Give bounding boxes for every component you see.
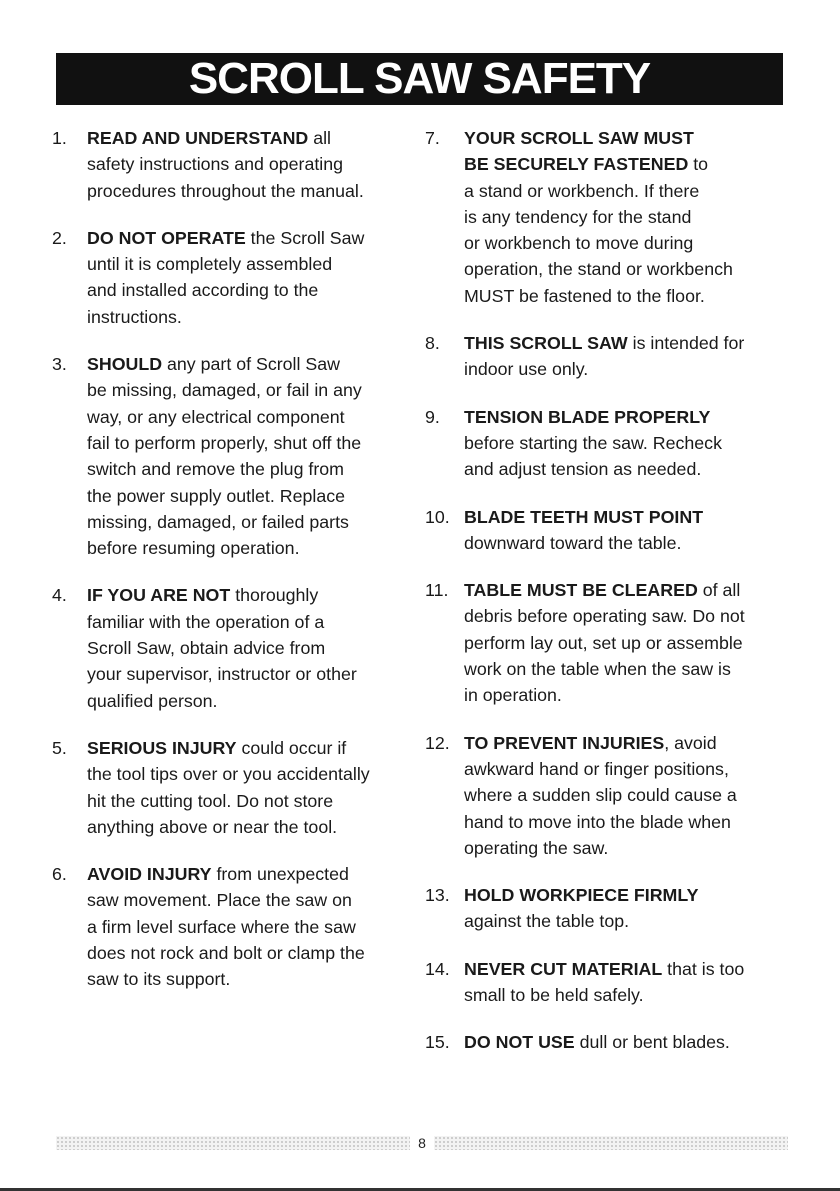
- item-body-line: to: [688, 154, 709, 175]
- item-body-line: Scroll Saw, obtain advice from: [87, 638, 326, 659]
- list-item: [425, 956, 795, 1009]
- item-lead: SERIOUS INJURY: [87, 737, 237, 758]
- item-body-line: that is too: [662, 958, 745, 979]
- item-body-line: familiar with the operation of a: [87, 611, 325, 632]
- item-text: [87, 735, 422, 840]
- list-item: [52, 351, 422, 561]
- item-number: 9.: [425, 406, 440, 427]
- item-number: 5.: [52, 737, 67, 758]
- item-lead: THIS SCROLL SAW: [464, 333, 628, 354]
- item-lead: BLADE TEETH MUST POINT: [464, 506, 704, 527]
- right-column: [425, 125, 795, 1056]
- item-body-line: small to be held safely.: [464, 985, 644, 1006]
- item-body-line: of all: [697, 580, 741, 601]
- item-body-line: before resuming operation.: [87, 538, 300, 559]
- item-text: [464, 404, 795, 483]
- list-item: [425, 882, 795, 935]
- list-item: [52, 582, 422, 713]
- item-number: 14.: [425, 958, 450, 979]
- footer-dot-rule-left: [56, 1136, 410, 1150]
- item-body-line: and adjust tension as needed.: [464, 459, 702, 480]
- item-body-line: missing, damaged, or failed parts: [87, 511, 349, 532]
- item-text: [464, 504, 795, 557]
- item-body-line: or workbench to move during: [464, 233, 694, 254]
- item-text: [464, 730, 795, 861]
- item-text: [87, 351, 422, 561]
- item-body-line: in operation.: [464, 685, 562, 706]
- item-number: 13.: [425, 885, 450, 906]
- item-body-line: operation, the stand or workbench: [464, 259, 733, 280]
- list-item: [425, 504, 795, 557]
- item-lead: NEVER CUT MATERIAL: [464, 958, 663, 979]
- item-number: 12.: [425, 732, 450, 753]
- item-body-line: all: [308, 128, 332, 148]
- item-body-line: is intended for: [627, 333, 745, 354]
- item-body-line: work on the table when the saw is: [464, 659, 731, 680]
- item-body-line: your supervisor, instructor or other: [87, 664, 357, 685]
- item-lead: DO NOT USE: [464, 1032, 575, 1053]
- item-text: [87, 582, 422, 713]
- item-number: 1.: [52, 128, 67, 148]
- item-lead: HOLD WORKPIECE FIRMLY: [464, 885, 699, 906]
- item-body-line: against the table top.: [464, 911, 630, 932]
- item-text: [87, 125, 422, 204]
- item-body-line: is any tendency for the stand: [464, 206, 692, 227]
- item-body-line: qualified person.: [87, 690, 218, 711]
- left-column: [52, 125, 422, 993]
- item-body-line: before starting the saw. Recheck: [464, 432, 722, 453]
- item-body-line: safety instructions and operating: [87, 154, 344, 175]
- item-lead: IF YOU ARE NOT: [87, 585, 231, 606]
- list-item: [425, 577, 795, 708]
- item-body-line: be missing, damaged, or fail in any: [87, 380, 362, 401]
- item-text: [464, 956, 795, 1009]
- item-body-line: the power supply outlet. Replace: [87, 485, 345, 506]
- item-body-line: MUST be fastened to the floor.: [464, 285, 705, 306]
- item-text: [464, 1029, 795, 1055]
- item-text: [464, 577, 795, 708]
- item-body-line: where a sudden slip could cause a: [464, 785, 737, 806]
- item-body-line: switch and remove the plug from: [87, 459, 344, 480]
- list-item: [425, 125, 795, 309]
- item-body-line: instructions.: [87, 306, 182, 327]
- item-number: 10.: [425, 506, 450, 527]
- item-body-line: awkward hand or finger positions,: [464, 758, 729, 779]
- item-body-line: thoroughly: [230, 585, 319, 606]
- item-number: 3.: [52, 354, 67, 375]
- item-body-line: downward toward the table.: [464, 532, 682, 553]
- item-lead: TO PREVENT INJURIES: [464, 732, 665, 753]
- item-body-line: saw movement. Place the saw on: [87, 890, 352, 911]
- item-body-line: perform lay out, set up or assemble: [464, 632, 743, 653]
- item-lead: DO NOT OPERATE: [87, 227, 246, 248]
- page-number: 8: [418, 1135, 426, 1151]
- item-body-line: operating the saw.: [464, 837, 609, 858]
- title-banner: [56, 53, 783, 105]
- item-lead: TENSION BLADE PROPERLY: [464, 406, 711, 427]
- item-lead: BE SECURELY FASTENED: [464, 154, 689, 175]
- list-item: [52, 125, 422, 204]
- item-lead: TABLE MUST BE CLEARED: [464, 580, 698, 601]
- item-body-line: could occur if: [236, 737, 347, 758]
- item-lead: READ AND UNDERSTAND: [87, 128, 309, 148]
- item-text: [464, 125, 795, 309]
- item-lead: SHOULD: [87, 354, 163, 375]
- item-number: 7.: [425, 128, 440, 148]
- list-item: [425, 730, 795, 861]
- item-number: 4.: [52, 585, 67, 606]
- item-body-line: does not rock and bolt or clamp the: [87, 943, 365, 964]
- item-text: [464, 882, 795, 935]
- item-body-line: hit the cutting tool. Do not store: [87, 790, 334, 811]
- item-body-line: dull or bent blades.: [574, 1032, 730, 1053]
- item-body-line: way, or any electrical component: [87, 406, 345, 427]
- list-item: [425, 1029, 795, 1055]
- item-text: [87, 225, 422, 330]
- item-number: 11.: [425, 580, 449, 601]
- list-item: [52, 861, 422, 992]
- item-number: 15.: [425, 1032, 450, 1053]
- item-number: 6.: [52, 864, 67, 885]
- item-body-line: the tool tips over or you accidentally: [87, 764, 370, 785]
- item-body-line: a firm level surface where the saw: [87, 916, 356, 937]
- footer-dot-rule-right: [434, 1136, 788, 1150]
- item-body-line: any part of Scroll Saw: [162, 354, 340, 375]
- item-body-line: a stand or workbench. If there: [464, 180, 700, 201]
- item-number: 8.: [425, 333, 440, 354]
- item-text: [464, 330, 795, 383]
- list-item: [425, 404, 795, 483]
- item-body-line: and installed according to the: [87, 280, 319, 301]
- item-body-line: from unexpected: [211, 864, 349, 885]
- item-body-line: indoor use only.: [464, 359, 589, 380]
- item-body-line: anything above or near the tool.: [87, 816, 338, 837]
- item-body-line: procedures throughout the manual.: [87, 180, 364, 201]
- item-body-line: fail to perform properly, shut off the: [87, 432, 362, 453]
- item-body-line: the Scroll Saw: [245, 227, 365, 248]
- item-body-line: saw to its support.: [87, 969, 231, 990]
- item-body-line: debris before operating saw. Do not: [464, 606, 745, 627]
- page-title: SCROLL SAW SAFETY: [188, 54, 651, 103]
- item-body-line: until it is completely assembled: [87, 254, 333, 275]
- list-item: [425, 330, 795, 383]
- item-body-line: hand to move into the blade when: [464, 811, 731, 832]
- item-lead: YOUR SCROLL SAW MUST: [464, 128, 694, 148]
- page-footer: [56, 1134, 788, 1152]
- item-lead: AVOID INJURY: [87, 864, 212, 885]
- item-body-line: , avoid: [664, 732, 717, 753]
- list-item: [52, 225, 422, 330]
- item-number: 2.: [52, 227, 67, 248]
- list-item: [52, 735, 422, 840]
- item-text: [87, 861, 422, 992]
